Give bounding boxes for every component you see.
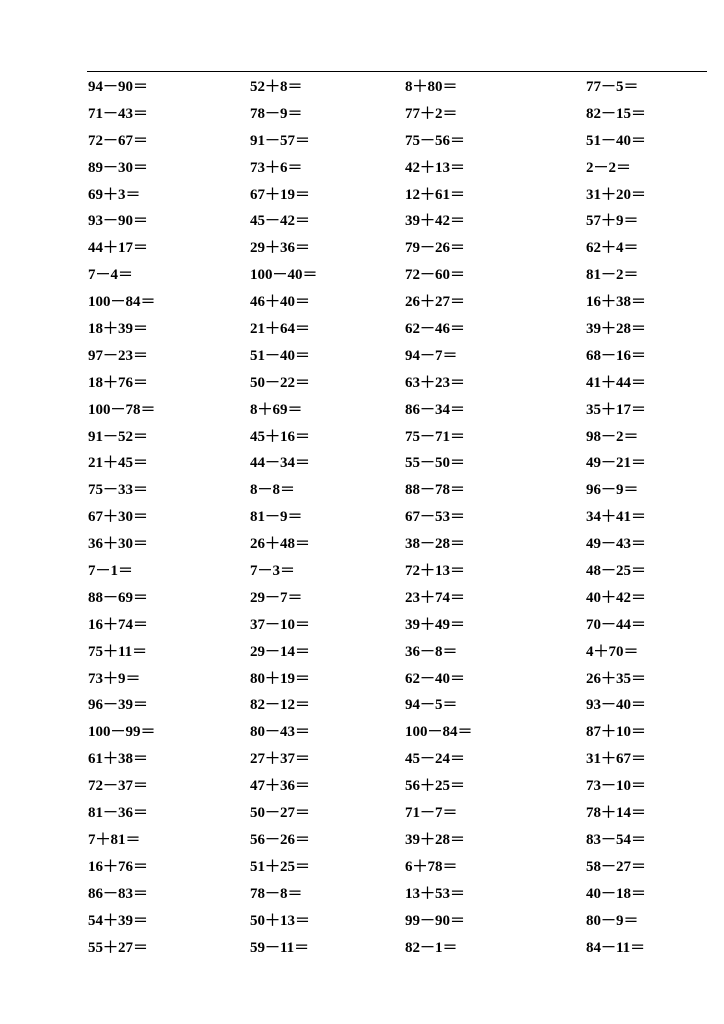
problem: 96－9＝ xyxy=(586,482,639,499)
problem: 75－71＝ xyxy=(405,428,466,445)
problem: 87＋10＝ xyxy=(586,724,647,741)
problem: 91－57＝ xyxy=(250,132,311,149)
problem: 73＋6＝ xyxy=(250,159,303,176)
problem-row xyxy=(0,670,724,697)
problem: 18＋76＝ xyxy=(88,374,149,391)
problem: 26＋35＝ xyxy=(586,670,647,687)
problem: 8＋69＝ xyxy=(250,401,303,418)
problem: 63＋23＝ xyxy=(405,374,466,391)
problem: 67－53＝ xyxy=(405,509,466,526)
problem: 81－2＝ xyxy=(586,267,639,284)
problem: 80＋19＝ xyxy=(250,670,311,687)
problem: 31＋20＝ xyxy=(586,186,647,203)
problem: 83－54＝ xyxy=(586,831,647,848)
problem: 97－23＝ xyxy=(88,347,149,364)
problem: 54＋39＝ xyxy=(88,912,149,929)
problem: 72－37＝ xyxy=(88,778,149,795)
problem: 50＋13＝ xyxy=(250,912,311,929)
problem: 73－10＝ xyxy=(586,778,647,795)
problem-row xyxy=(0,293,724,320)
problem: 69＋3＝ xyxy=(88,186,141,203)
problem: 68－16＝ xyxy=(586,347,647,364)
problem: 39＋49＝ xyxy=(405,616,466,633)
problem-row xyxy=(0,401,724,428)
problem: 37－10＝ xyxy=(250,616,311,633)
problem-row xyxy=(0,212,724,239)
problem: 82－12＝ xyxy=(250,697,311,714)
top-rule xyxy=(87,71,707,72)
problem: 94－90＝ xyxy=(88,79,149,95)
problem: 47＋36＝ xyxy=(250,778,311,795)
problem-row xyxy=(0,723,724,750)
problem: 38－28＝ xyxy=(405,536,466,553)
problem: 62－46＝ xyxy=(405,321,466,338)
problem: 49－43＝ xyxy=(586,536,647,553)
problem-row xyxy=(0,481,724,508)
problem: 89－30＝ xyxy=(88,159,149,176)
problem: 75－56＝ xyxy=(405,132,466,149)
problem: 34＋41＝ xyxy=(586,509,647,526)
problem-row xyxy=(0,132,724,159)
problem: 7－4＝ xyxy=(88,267,134,284)
problem: 29＋36＝ xyxy=(250,240,311,257)
problem: 44＋17＝ xyxy=(88,240,149,257)
problem: 45＋16＝ xyxy=(250,428,311,445)
problem: 75－33＝ xyxy=(88,482,149,499)
problem-row xyxy=(0,508,724,535)
problem: 56＋25＝ xyxy=(405,778,466,795)
problem: 50－22＝ xyxy=(250,374,311,391)
problem: 4＋70＝ xyxy=(586,643,639,660)
problem: 23＋74＝ xyxy=(405,589,466,606)
problem: 16＋76＝ xyxy=(88,858,149,875)
problem: 88－69＝ xyxy=(88,589,149,606)
problem-row xyxy=(0,239,724,266)
problem: 26＋48＝ xyxy=(250,536,311,553)
problem: 18＋39＝ xyxy=(88,321,149,338)
problem: 45－42＝ xyxy=(250,213,311,230)
problem: 59－11＝ xyxy=(250,939,310,956)
problem: 94－7＝ xyxy=(405,347,458,364)
problem: 44－34＝ xyxy=(250,455,311,472)
problem: 82－15＝ xyxy=(586,105,647,122)
problem: 35＋17＝ xyxy=(586,401,647,418)
problem-row xyxy=(0,105,724,132)
problem: 36＋30＝ xyxy=(88,536,149,553)
problem-row xyxy=(0,777,724,804)
problem: 41＋44＝ xyxy=(586,374,647,391)
problem: 98－2＝ xyxy=(586,428,639,445)
problem: 39＋28＝ xyxy=(405,831,466,848)
problem-row xyxy=(0,858,724,885)
problem: 100－84＝ xyxy=(405,724,473,741)
problem: 71－7＝ xyxy=(405,805,458,822)
problem: 48－25＝ xyxy=(586,563,647,580)
problem-row xyxy=(0,78,724,105)
problem: 40－18＝ xyxy=(586,885,647,902)
problem: 16＋38＝ xyxy=(586,294,647,311)
problem: 91－52＝ xyxy=(88,428,149,445)
problem-row xyxy=(0,589,724,616)
problem-row xyxy=(0,320,724,347)
problem: 29－7＝ xyxy=(250,589,303,606)
problem: 31＋67＝ xyxy=(586,751,647,768)
problem: 77－5＝ xyxy=(586,79,639,95)
problem: 72＋13＝ xyxy=(405,563,466,580)
problem: 50－27＝ xyxy=(250,805,311,822)
problem: 82－1＝ xyxy=(405,939,458,956)
arithmetic-worksheet xyxy=(0,78,724,965)
problem-row xyxy=(0,643,724,670)
problem: 39＋28＝ xyxy=(586,321,647,338)
problem-row xyxy=(0,939,724,966)
problem: 72－67＝ xyxy=(88,132,149,149)
problem: 94－5＝ xyxy=(405,697,458,714)
problem: 77＋2＝ xyxy=(405,105,458,122)
problem: 58－27＝ xyxy=(586,858,647,875)
problem: 80－43＝ xyxy=(250,724,311,741)
problem: 67＋30＝ xyxy=(88,509,149,526)
problem: 8－8＝ xyxy=(250,482,296,499)
problem: 27＋37＝ xyxy=(250,751,311,768)
problem: 62－40＝ xyxy=(405,670,466,687)
problem: 16＋74＝ xyxy=(88,616,149,633)
problem: 6＋78＝ xyxy=(405,858,458,875)
problem: 8＋80＝ xyxy=(405,79,458,95)
problem: 78－8＝ xyxy=(250,885,303,902)
problem: 81－9＝ xyxy=(250,509,303,526)
problem: 36－8＝ xyxy=(405,643,458,660)
problem: 40＋42＝ xyxy=(586,589,647,606)
problem: 42＋13＝ xyxy=(405,159,466,176)
problem: 78－9＝ xyxy=(250,105,303,122)
problem: 100－99＝ xyxy=(88,724,156,741)
problem: 86－83＝ xyxy=(88,885,149,902)
problem: 29－14＝ xyxy=(250,643,311,660)
problem: 39＋42＝ xyxy=(405,213,466,230)
problem: 12＋61＝ xyxy=(405,186,466,203)
problem-row xyxy=(0,831,724,858)
problem: 67＋19＝ xyxy=(250,186,311,203)
problem: 61＋38＝ xyxy=(88,751,149,768)
problem: 100－84＝ xyxy=(88,294,156,311)
problem-row xyxy=(0,374,724,401)
problem: 72－60＝ xyxy=(405,267,466,284)
problem: 99－90＝ xyxy=(405,912,466,929)
problem: 78＋14＝ xyxy=(586,805,647,822)
problem: 21＋45＝ xyxy=(88,455,149,472)
problem-row xyxy=(0,912,724,939)
problem: 81－36＝ xyxy=(88,805,149,822)
problem-row xyxy=(0,562,724,589)
problem: 2－2＝ xyxy=(586,159,632,176)
problem-row xyxy=(0,266,724,293)
problem: 7＋81＝ xyxy=(88,831,141,848)
problem-row xyxy=(0,535,724,562)
problem-row xyxy=(0,347,724,374)
problem: 80－9＝ xyxy=(586,912,639,929)
problem-row xyxy=(0,804,724,831)
problem: 57＋9＝ xyxy=(586,213,639,230)
problem: 13＋53＝ xyxy=(405,885,466,902)
problem: 55－50＝ xyxy=(405,455,466,472)
problem: 73＋9＝ xyxy=(88,670,141,687)
problem: 70－44＝ xyxy=(586,616,647,633)
problem: 86－34＝ xyxy=(405,401,466,418)
problem: 7－3＝ xyxy=(250,563,296,580)
problem: 45－24＝ xyxy=(405,751,466,768)
problem: 100－40＝ xyxy=(250,267,318,284)
problem: 79－26＝ xyxy=(405,240,466,257)
problem-row xyxy=(0,454,724,481)
problem: 46＋40＝ xyxy=(250,294,311,311)
problem: 51－40＝ xyxy=(250,347,311,364)
problem-row xyxy=(0,696,724,723)
problem: 93－40＝ xyxy=(586,697,647,714)
problem-row xyxy=(0,616,724,643)
problem-row xyxy=(0,159,724,186)
problem: 75＋11＝ xyxy=(88,643,148,660)
problem: 52＋8＝ xyxy=(250,79,303,95)
problem: 71－43＝ xyxy=(88,105,149,122)
problem: 55＋27＝ xyxy=(88,939,149,956)
problem: 49－21＝ xyxy=(586,455,647,472)
problem: 7－1＝ xyxy=(88,563,134,580)
problem: 26＋27＝ xyxy=(405,294,466,311)
problem: 21＋64＝ xyxy=(250,321,311,338)
problem-row xyxy=(0,428,724,455)
problem-row xyxy=(0,885,724,912)
problem: 62＋4＝ xyxy=(586,240,639,257)
problem: 84－11＝ xyxy=(586,939,646,956)
problem: 100－78＝ xyxy=(88,401,156,418)
problem: 88－78＝ xyxy=(405,482,466,499)
problem: 56－26＝ xyxy=(250,831,311,848)
problem: 51－40＝ xyxy=(586,132,647,149)
problem-row xyxy=(0,750,724,777)
problem-row xyxy=(0,186,724,213)
problem: 93－90＝ xyxy=(88,213,149,230)
problem: 96－39＝ xyxy=(88,697,149,714)
problem: 51＋25＝ xyxy=(250,858,311,875)
